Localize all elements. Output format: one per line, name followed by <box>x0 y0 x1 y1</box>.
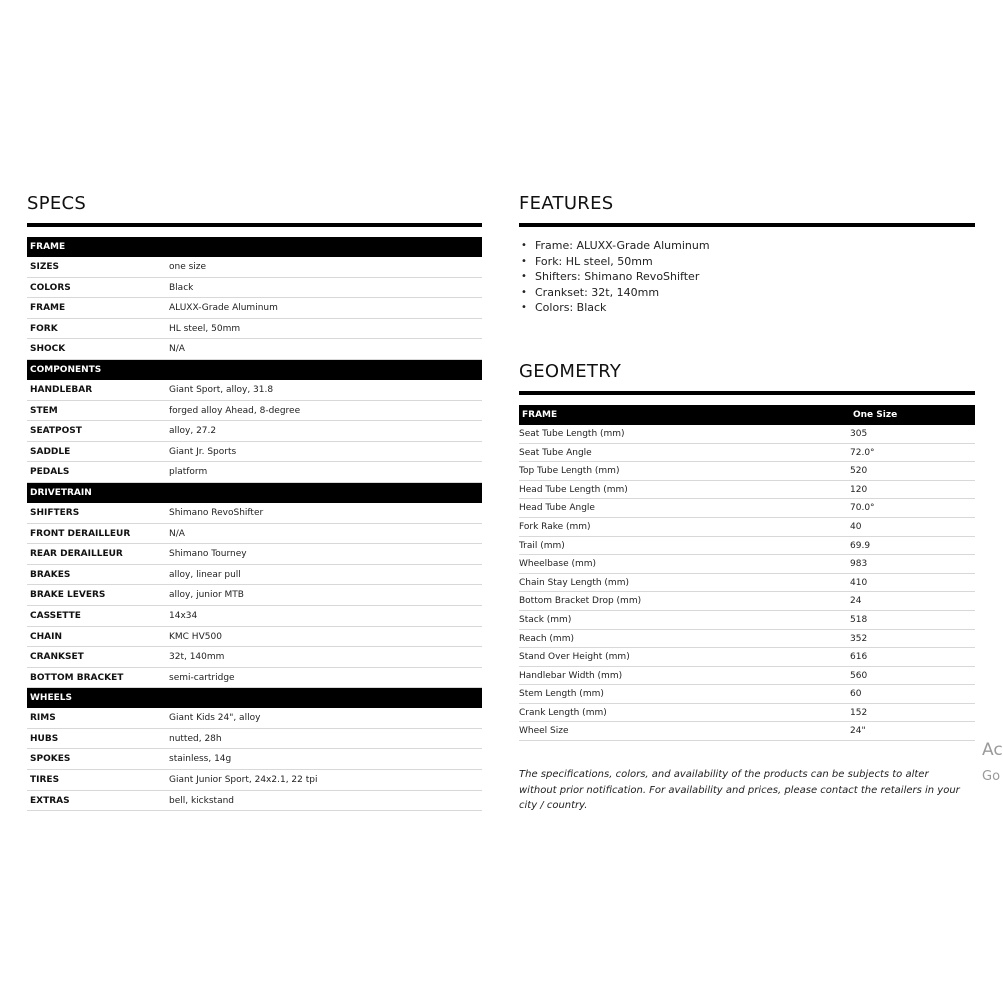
geometry-row <box>519 611 975 630</box>
geometry-value: 120 <box>850 484 868 495</box>
geometry-row <box>519 481 975 500</box>
spec-value: alloy, 27.2 <box>169 426 217 437</box>
geometry-value: 983 <box>850 559 868 570</box>
geometry-label: Head Tube Length (mm) <box>519 484 628 495</box>
geometry-value: 24" <box>850 726 866 737</box>
spec-label: SEATPOST <box>30 426 82 437</box>
specs-section <box>27 192 482 811</box>
spec-value: N/A <box>169 344 185 355</box>
spec-label: SHOCK <box>30 344 66 355</box>
spec-value: semi-cartridge <box>169 672 235 683</box>
spec-value: 32t, 140mm <box>169 652 225 663</box>
feature-text: Crankset: 32t, 140mm <box>535 285 660 299</box>
feature-item <box>521 269 975 285</box>
geometry-row <box>519 537 975 556</box>
geometry-label: Crank Length (mm) <box>519 707 607 718</box>
geometry-row <box>519 704 975 723</box>
feature-item <box>521 238 975 254</box>
geometry-label: Stack (mm) <box>519 614 572 625</box>
spec-value: nutted, 28h <box>169 733 222 744</box>
bullet-icon: • <box>521 271 527 283</box>
spec-label: BRAKES <box>30 569 71 580</box>
geometry-header-label: FRAME <box>522 409 558 420</box>
spec-value: one size <box>169 262 207 272</box>
spec-label: STEM <box>30 405 58 416</box>
geometry-row <box>519 630 975 649</box>
spec-value: Shimano Tourney <box>169 549 247 560</box>
spec-label: FORK <box>30 323 58 334</box>
geometry-row <box>519 592 975 611</box>
geometry-value: 24 <box>850 596 862 607</box>
spec-value: Giant Kids 24", alloy <box>169 713 261 724</box>
spec-row <box>27 749 482 770</box>
spec-label: HANDLEBAR <box>30 384 93 395</box>
features-geometry-section <box>519 192 975 814</box>
spec-row <box>27 770 482 791</box>
spec-label: FRONT DERAILLEUR <box>30 528 131 539</box>
geometry-row <box>519 667 975 686</box>
spec-value: N/A <box>169 528 185 539</box>
spec-row <box>27 565 482 586</box>
spec-value: Shimano RevoShifter <box>169 507 264 518</box>
geometry-label: Wheelbase (mm) <box>519 559 597 570</box>
geometry-value: 520 <box>850 466 868 477</box>
spec-row <box>27 298 482 319</box>
feature-text: Fork: HL steel, 50mm <box>535 254 653 268</box>
geometry-label: Handlebar Width (mm) <box>519 670 623 681</box>
spec-row <box>27 319 482 340</box>
spec-label: REAR DERAILLEUR <box>30 549 123 560</box>
geometry-label: Seat Tube Length (mm) <box>519 428 625 439</box>
spec-row <box>27 585 482 606</box>
spec-label: TIRES <box>30 775 60 786</box>
geometry-row <box>519 518 975 537</box>
spec-group-frame: FRAME <box>27 237 482 257</box>
geometry-value: 616 <box>850 652 868 663</box>
geometry-title: GEOMETRY <box>519 360 975 395</box>
spec-label: COLORS <box>30 282 71 293</box>
geometry-label: Reach (mm) <box>519 633 574 644</box>
spec-value: HL steel, 50mm <box>169 323 241 334</box>
spec-row <box>27 401 482 422</box>
spec-row <box>27 544 482 565</box>
spec-value: Giant Jr. Sports <box>169 446 237 457</box>
spec-value: alloy, junior MTB <box>169 590 244 601</box>
spec-row <box>27 278 482 299</box>
spec-row <box>27 791 482 812</box>
spec-label: SHIFTERS <box>30 507 80 518</box>
spec-value: platform <box>169 467 208 478</box>
geometry-row <box>519 462 975 481</box>
spec-label: PEDALS <box>30 467 70 478</box>
spec-label: RIMS <box>30 713 56 724</box>
spec-label: SADDLE <box>30 446 71 457</box>
spec-label: CRANKSET <box>30 652 84 663</box>
spec-row <box>27 606 482 627</box>
spec-row <box>27 524 482 545</box>
spec-row <box>27 462 482 483</box>
spec-value: alloy, linear pull <box>169 569 241 580</box>
feature-item <box>521 254 975 270</box>
geometry-label: Chain Stay Length (mm) <box>519 577 629 588</box>
feature-text: Colors: Black <box>535 301 607 315</box>
geometry-row <box>519 722 975 741</box>
features-title: FEATURES <box>519 192 975 227</box>
disclaimer-text: The specifications, colors, and availability of the products can be subjects to alter without prior notification. For availability and prices, please contact the retailers in your city / country. <box>519 769 960 812</box>
geometry-row <box>519 425 975 444</box>
geometry-value: 410 <box>850 577 868 588</box>
feature-text: Shifters: Shimano RevoShifter <box>535 270 700 284</box>
spec-label: SIZES <box>30 262 59 272</box>
geometry-label: Head Tube Angle <box>519 503 595 514</box>
geometry-value: 305 <box>850 428 868 439</box>
spec-row <box>27 729 482 750</box>
geometry-value: 60 <box>850 689 862 700</box>
geometry-value: 560 <box>850 670 868 681</box>
spec-label: CHAIN <box>30 631 62 642</box>
geometry-row <box>519 685 975 704</box>
geometry-header-value: One Size <box>853 409 898 420</box>
spec-value: Giant Junior Sport, 24x2.1, 22 tpi <box>169 775 318 786</box>
bullet-icon: • <box>521 286 527 298</box>
geometry-label: Stem Length (mm) <box>519 689 604 700</box>
geometry-row <box>519 648 975 667</box>
geometry-value: 70.0° <box>850 503 875 514</box>
geometry-value: 40 <box>850 521 862 532</box>
geometry-label: Seat Tube Angle <box>519 447 592 458</box>
bullet-icon: • <box>521 255 527 267</box>
spec-label: BRAKE LEVERS <box>30 590 106 601</box>
spec-row <box>27 421 482 442</box>
spec-label: HUBS <box>30 733 59 744</box>
spec-label: SPOKES <box>30 754 71 765</box>
geometry-label: Bottom Bracket Drop (mm) <box>519 596 642 607</box>
geometry-label: Top Tube Length (mm) <box>519 466 620 477</box>
spec-group-components: COMPONENTS <box>27 360 482 380</box>
geometry-label: Stand Over Height (mm) <box>519 652 630 663</box>
geometry-row <box>519 555 975 574</box>
spec-label: BOTTOM BRACKET <box>30 672 124 683</box>
geometry-label: Fork Rake (mm) <box>519 521 591 532</box>
spec-row <box>27 647 482 668</box>
spec-value: bell, kickstand <box>169 795 234 806</box>
spec-group-drivetrain: DRIVETRAIN <box>27 483 482 503</box>
spec-row <box>27 627 482 648</box>
bullet-icon: • <box>521 240 527 251</box>
spec-row <box>27 503 482 524</box>
geometry-value: 352 <box>850 633 868 644</box>
geometry-row <box>519 574 975 593</box>
spec-value: 14x34 <box>169 610 198 621</box>
geometry-value: 518 <box>850 614 868 625</box>
spec-row <box>27 380 482 401</box>
spec-row <box>27 668 482 689</box>
geometry-row <box>519 499 975 518</box>
spec-row <box>27 708 482 729</box>
spec-row <box>27 442 482 463</box>
spec-value: KMC HV500 <box>169 631 222 642</box>
spec-value: Black <box>169 282 194 293</box>
bullet-icon: • <box>521 302 527 314</box>
geometry-value: 152 <box>850 707 868 718</box>
edge-text-fragment: Go <box>982 769 1001 784</box>
spec-row <box>27 339 482 360</box>
spec-group-wheels: WHEELS <box>27 688 482 708</box>
spec-value: forged alloy Ahead, 8-degree <box>169 405 301 416</box>
edge-text-fragment: Ac <box>982 740 1003 760</box>
spec-value: Giant Sport, alloy, 31.8 <box>169 384 274 395</box>
spec-row <box>27 257 482 278</box>
specs-title: SPECS <box>27 192 482 227</box>
geometry-label: Wheel Size <box>519 726 569 737</box>
geometry-header <box>519 405 975 425</box>
spec-label: EXTRAS <box>30 795 70 806</box>
spec-value: ALUXX-Grade Aluminum <box>169 303 278 314</box>
geometry-value: 69.9 <box>850 540 871 551</box>
geometry-value: 72.0° <box>850 447 875 458</box>
geometry-row <box>519 444 975 463</box>
feature-item <box>521 300 975 316</box>
spec-label: CASSETTE <box>30 610 81 621</box>
geometry-label: Trail (mm) <box>519 540 565 551</box>
feature-item <box>521 285 975 301</box>
feature-text: Frame: ALUXX-Grade Aluminum <box>535 239 710 252</box>
spec-value: stainless, 14g <box>169 754 232 765</box>
features-list <box>519 238 975 316</box>
spec-label: FRAME <box>30 303 66 314</box>
